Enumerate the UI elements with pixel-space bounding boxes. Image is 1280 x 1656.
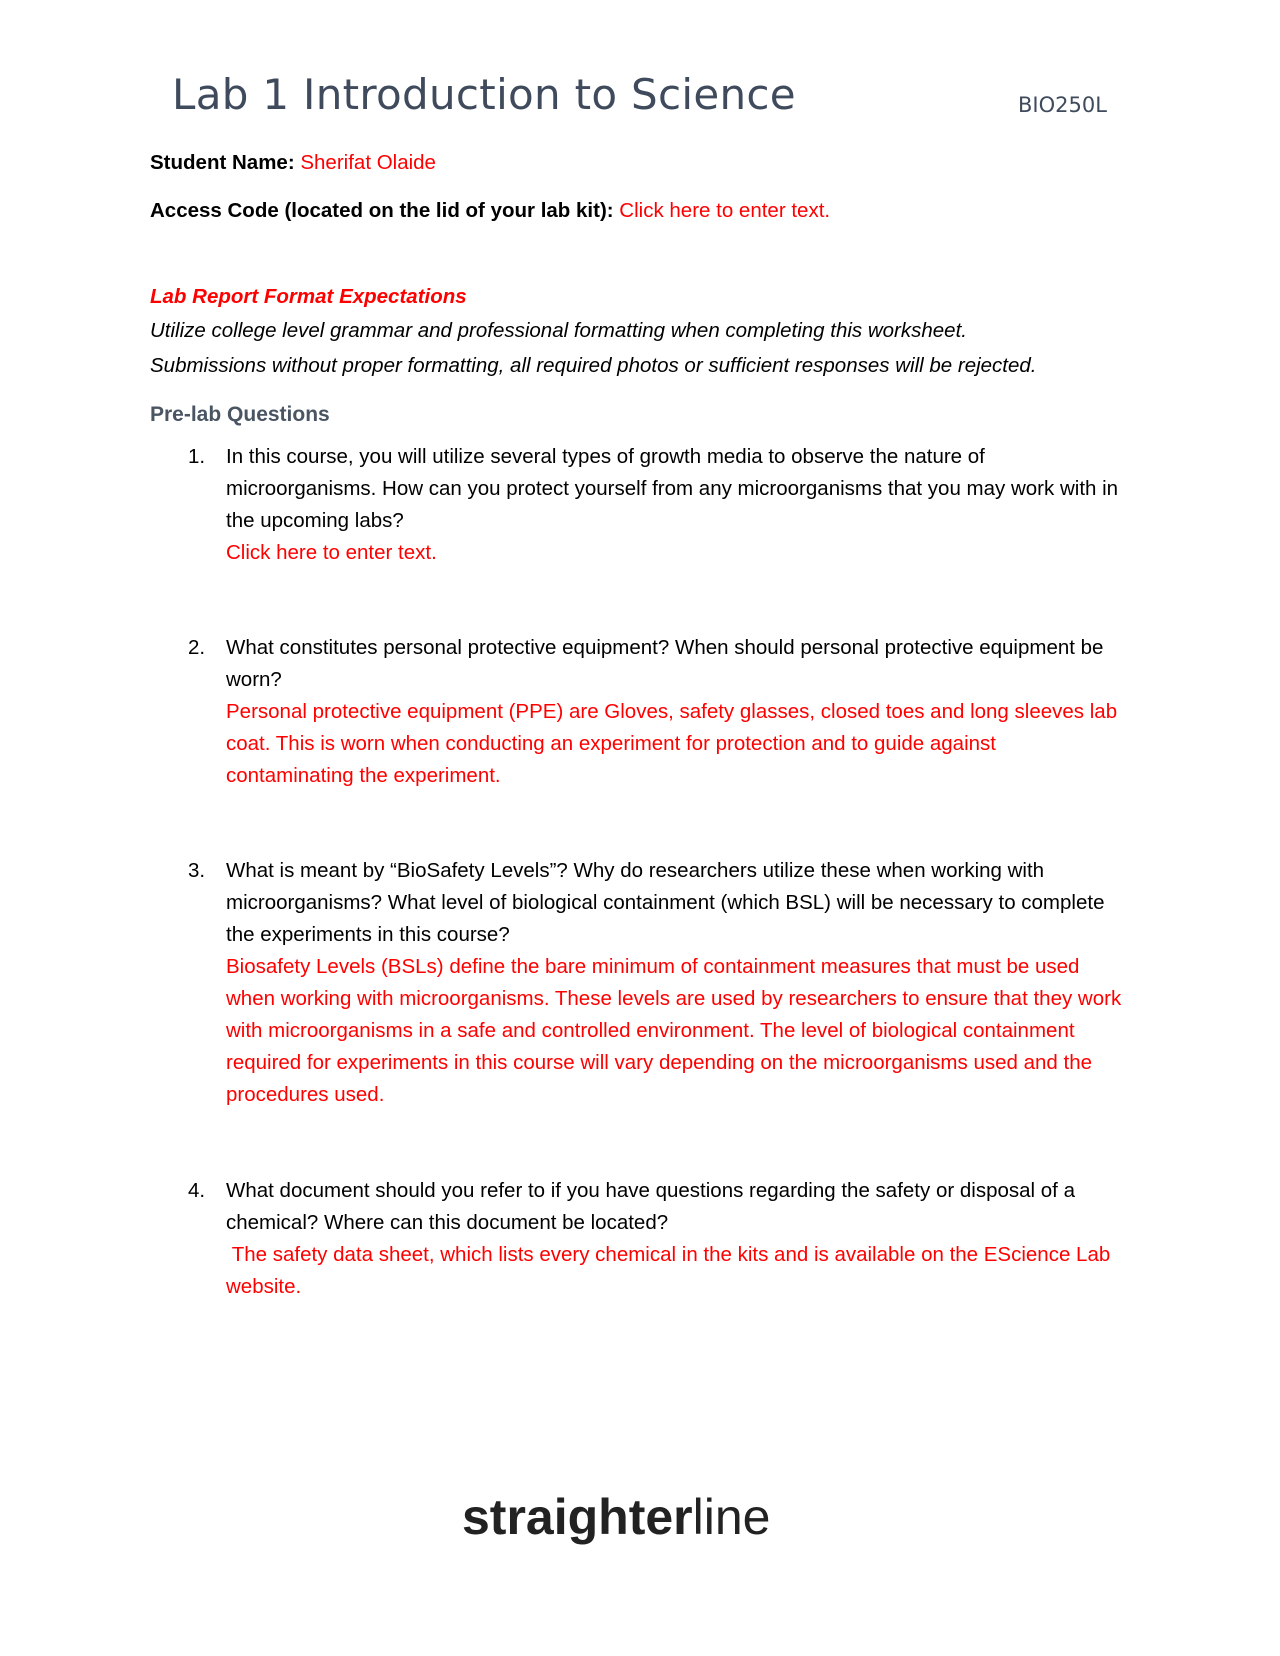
document-title: Lab 1 Introduction to Science (172, 70, 796, 119)
question-text: In this course, you will utilize several types of growth media to observe the nature of microorganisms. How can you protect yourself from any microorganisms that you may work with in the upcoming labs? (226, 445, 1119, 532)
question-number: 1. (188, 445, 206, 468)
question-item-4 (188, 1175, 1128, 1303)
question-number: 2. (188, 636, 206, 659)
answer-field[interactable]: Personal protective equipment (PPE) are Gloves, safety glasses, closed toes and long sleeves lab coat. This is worn when conducting an experiment for protection and to guide against contaminating the experiment. (226, 700, 1118, 787)
logo-text-bold: straighter (462, 1489, 693, 1545)
access-code-label: Access Code (located on the lid of your lab kit): (150, 199, 614, 222)
prelab-questions-heading: Pre-lab Questions (150, 403, 330, 426)
question-text: What is meant by “BioSafety Levels”? Why do researchers utilize these when working with microorganisms? What level of biological containment (which BSL) will be necessary to complete the experiments in this course? (226, 859, 1105, 946)
format-expectations-heading: Lab Report Format Expectations (150, 285, 467, 308)
answer-field[interactable]: The safety data sheet, which lists every chemical in the kits and is available on the EScience Lab website. (226, 1243, 1116, 1298)
student-name-row (150, 151, 436, 175)
logo-text (462, 1489, 770, 1545)
access-code-field[interactable]: Click here to enter text. (619, 199, 831, 222)
access-code-row (150, 199, 830, 223)
question-number: 3. (188, 859, 206, 882)
course-code: BIO250L (1018, 93, 1107, 117)
logo-text-light: line (692, 1489, 771, 1545)
question-text: What constitutes personal protective equipment? When should personal protective equipment be worn? (226, 636, 1104, 691)
student-name-label: Student Name: (150, 151, 295, 174)
straighterline-logo (462, 1486, 812, 1556)
student-name-field[interactable]: Sherifat Olaide (300, 151, 436, 174)
question-item-1 (188, 441, 1128, 569)
answer-field[interactable]: Biosafety Levels (BSLs) define the bare minimum of containment measures that must be used when working with microorganisms. These levels are used by researchers to ensure that they work with microorganisms in a safe and controlled environment. The level of biological containment required for experiments in this course will vary depending on the microorganisms used and the procedures used. (226, 955, 1122, 1106)
question-item-2 (188, 632, 1128, 792)
question-text: What document should you refer to if you have questions regarding the safety or disposal of a chemical? Where can this document be located? (226, 1179, 1075, 1234)
format-expectations-line-1: Utilize college level grammar and professional formatting when completing this worksheet. (150, 319, 967, 342)
question-item-3 (188, 855, 1128, 1111)
answer-field[interactable]: Click here to enter text. (226, 541, 437, 564)
format-expectations-line-2: Submissions without proper formatting, all required photos or sufficient responses will be rejected. (150, 354, 1037, 377)
question-number: 4. (188, 1179, 206, 1202)
